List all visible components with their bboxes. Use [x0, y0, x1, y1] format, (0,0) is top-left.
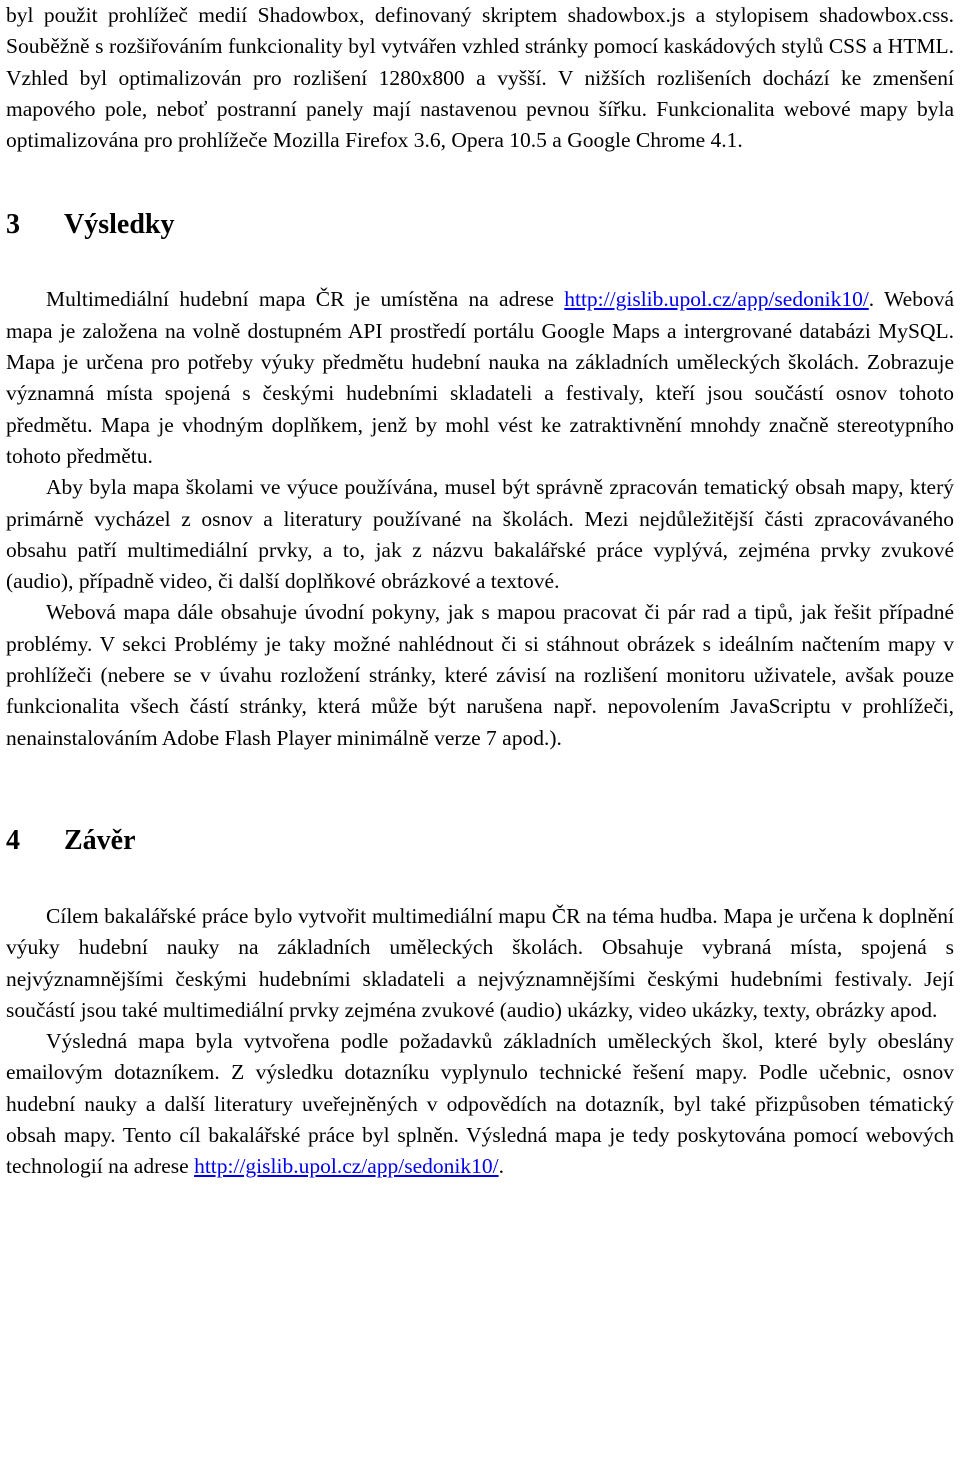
results-paragraph-3: Webová mapa dále obsahuje úvodní pokyny, jak s mapou pracovat či pár rad a tipů, jak řešit případné problémy. V sekci Problémy je taky možné nahlédnout či si stáhnout obrázek s ideálním načtením mapy v prohlížeči (nebere se v úvahu rozložení stránky, které závisí na rozlišení monitoru uživatele, avšak pouze funkcionalita všech částí stránky, která může být narušena např. nepovolením JavaScriptu v prohlížeči, nenainstalováním Adobe Flash Player minimálně verze 7 apod.). — [6, 600, 954, 750]
conclusion-paragraph-2 — [6, 1026, 954, 1182]
section-3-heading — [6, 207, 954, 243]
results-p1-text-before: Multimediální hudební mapa ČR je umístěna na adrese — [46, 287, 565, 312]
results-paragraph-2: Aby byla mapa školami ve výuce používána, musel být správně zpracován tematický obsah mapy, který primárně vycházel z osnov a literatury používané na školách. Mezi nejdůležitější části zpracovávaného obsahu patří multimediální prvky, a to, jak z názvu bakalářské práce vyplývá, zejména prvky zvukové (audio), případně video, či další doplňkové obrázkové a textové. — [6, 475, 954, 594]
conclusion-url-link[interactable]: http://gislib.upol.cz/app/sedonik10/ — [194, 1154, 499, 1179]
intro-paragraph: byl použit prohlížeč medií Shadowbox, definovaný skriptem shadowbox.js a stylopisem shadowbox.css. Souběžně s rozšiřováním funkcionality byl vytvářen vzhled stránky pomocí kaskádových stylů CSS a HTML. Vzhled byl optimalizován pro rozlišení 1280x800 a vyšší. V nižších rozlišeních dochází ke zmenšení mapového pole, neboť postranní panely mají nastavenou pevnou šířku. Funkcionalita webové mapy byla optimalizována pro prohlížeče Mozilla Firefox 3.6, Opera 10.5 a Google Chrome 4.1. — [6, 3, 954, 153]
conclusion-paragraph-1: Cílem bakalářské práce bylo vytvořit multimediální mapu ČR na téma hudba. Mapa je určena k doplnění výuky hudební nauky na základních uměleckých školách. Obsahuje vybraná místa, spojená s nejvýznamnějšími českými hudebními skladateli a nejvýznamnějšími českými hudebními festivaly. Její součástí jsou také multimediální prvky zejména zvukové (audio) ukázky, video ukázky, texty, obrázky apod. — [6, 903, 954, 1022]
results-url-link[interactable]: http://gislib.upol.cz/app/sedonik10/ — [564, 287, 869, 312]
section-4-title: Závěr — [64, 824, 136, 856]
section-4-number: 4 — [6, 824, 20, 856]
conclusion-p2-text-before: Výsledná mapa byla vytvořena podle požadavků základních uměleckých škol, které byly obeslány emailovým dotazníkem. Z výsledku dotazníku vyplynulo technické řešení mapy. Podle učebnic, osnov hudební nauky a další literatury uveřejněných v odpovědích na dotazník, byl také přizpůsoben tématický obsah mapy. Tento cíl bakalářské práce byl splněn. Výsledná mapa je tedy poskytována pomocí webových technologií na adrese — [6, 1029, 954, 1179]
results-paragraph-1 — [6, 284, 954, 472]
section-4-heading — [6, 823, 954, 859]
section-3-title: Výsledky — [64, 209, 175, 241]
conclusion-p2-text-after: . — [498, 1154, 504, 1179]
results-p1-text-after: . Webová mapa je založena na volně dostupném API prostředí portálu Google Maps a intergrované databázi MySQL. Mapa je určena pro potřeby výuky předmětu hudební nauka na základních uměleckých školách. Zobrazuje významná místa spojená s českými hudebními skladateli a festivaly, kteří jsou součástí osnov tohoto předmětu. Mapa je vhodným doplňkem, jenž by mohl vést ke zatraktivnění mnohdy značně stereotypního tohoto předmětu. — [6, 287, 954, 468]
section-3-number: 3 — [6, 209, 20, 241]
